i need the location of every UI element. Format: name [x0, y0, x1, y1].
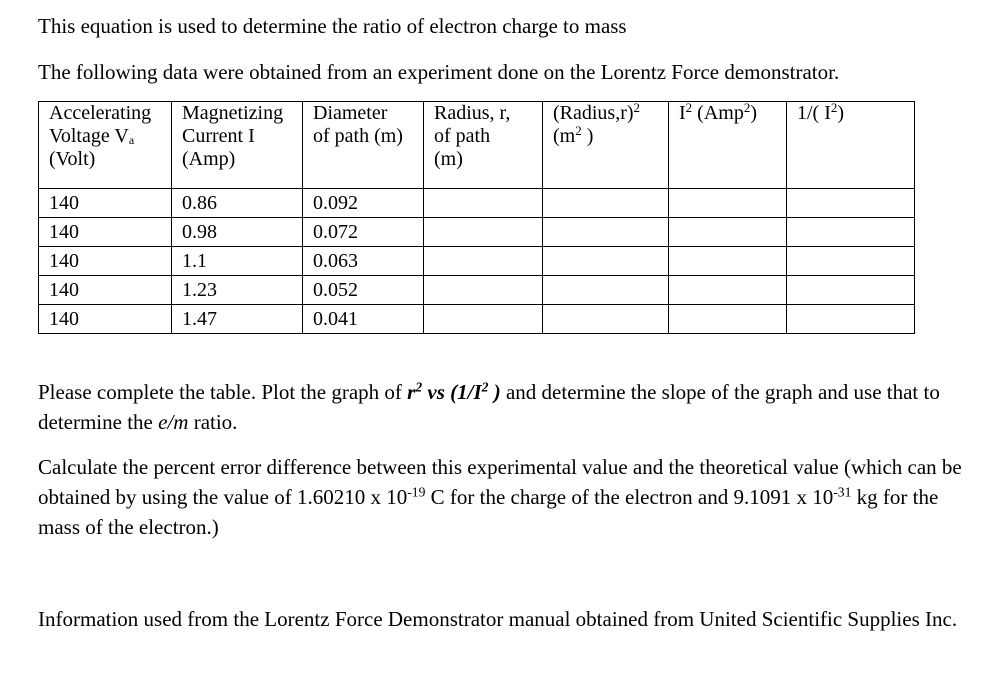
cell-diameter: 0.092	[303, 189, 424, 218]
table-row	[39, 276, 915, 305]
header-current: Magnetizing Current I (Amp)	[172, 102, 303, 189]
intro-line-1: This equation is used to determine the ratio of electron charge to mass	[38, 14, 627, 38]
cell-current: 1.1	[172, 247, 303, 276]
cell-inverse-current-squared	[787, 276, 915, 305]
cell-inverse-current-squared	[787, 247, 915, 276]
cell-radius-squared	[543, 305, 669, 334]
cell-current-squared	[669, 189, 787, 218]
ratio-term: e/m	[158, 410, 189, 434]
cell-voltage: 140	[39, 247, 172, 276]
source-note: Information used from the Lorentz Force Demonstrator manual obtained from United Scientific Supplies Inc.	[38, 607, 958, 631]
cell-inverse-current-squared	[787, 305, 915, 334]
data-table	[38, 101, 915, 334]
plot-expression: $r^2$ vs ($1/I^2$ )	[407, 379, 501, 404]
table-header-row	[39, 102, 915, 189]
cell-radius	[424, 276, 543, 305]
cell-radius-squared	[543, 247, 669, 276]
header-radius-squared: (Radius,r)$^2$ ($m^2$ )	[543, 102, 669, 189]
cell-radius	[424, 305, 543, 334]
intro-line-2: The following data were obtained from an experiment done on the Lorentz Force demonstrator.	[38, 60, 840, 84]
table-row	[39, 189, 915, 218]
cell-current: 0.98	[172, 218, 303, 247]
header-radius: Radius, r, of path (m)	[424, 102, 543, 189]
cell-radius-squared	[543, 218, 669, 247]
cell-diameter: 0.072	[303, 218, 424, 247]
header-voltage: Accelerating Voltage $V_a$ (Volt)	[39, 102, 172, 189]
cell-current-squared	[669, 218, 787, 247]
cell-current-squared	[669, 305, 787, 334]
cell-voltage: 140	[39, 218, 172, 247]
header-current-squared: $I^2$ (Amp$^2$)	[669, 102, 787, 189]
table-row	[39, 247, 915, 276]
cell-current-squared	[669, 247, 787, 276]
cell-diameter: 0.063	[303, 247, 424, 276]
cell-radius-squared	[543, 276, 669, 305]
cell-radius	[424, 189, 543, 218]
cell-current: 0.86	[172, 189, 303, 218]
instructions-paragraph: Please complete the table. Plot the graph of $r^2$ vs ($1/I^2$ ) and determine the slope of the graph and use that to determine the e/m ratio.	[38, 379, 940, 434]
cell-radius	[424, 247, 543, 276]
header-diameter: Diameter of path (m)	[303, 102, 424, 189]
cell-inverse-current-squared	[787, 189, 915, 218]
cell-voltage: 140	[39, 305, 172, 334]
cell-current-squared	[669, 276, 787, 305]
cell-radius	[424, 218, 543, 247]
cell-voltage: 140	[39, 276, 172, 305]
cell-current: 1.23	[172, 276, 303, 305]
cell-diameter: 0.041	[303, 305, 424, 334]
cell-inverse-current-squared	[787, 218, 915, 247]
calculation-paragraph: Calculate the percent error difference between this experimental value and the theoretical value (which can be obtained by using the value of 1.60210 x $10^{-19}$ C for the charge of the electron and 9.1091 x $10^{-31}$ kg for the mass of the electron.)	[38, 455, 962, 539]
table-row	[39, 218, 915, 247]
table-row	[39, 305, 915, 334]
cell-diameter: 0.052	[303, 276, 424, 305]
cell-radius-squared	[543, 189, 669, 218]
header-inverse-current-squared: 1/( $I^2$)	[787, 102, 915, 189]
cell-voltage: 140	[39, 189, 172, 218]
cell-current: 1.47	[172, 305, 303, 334]
